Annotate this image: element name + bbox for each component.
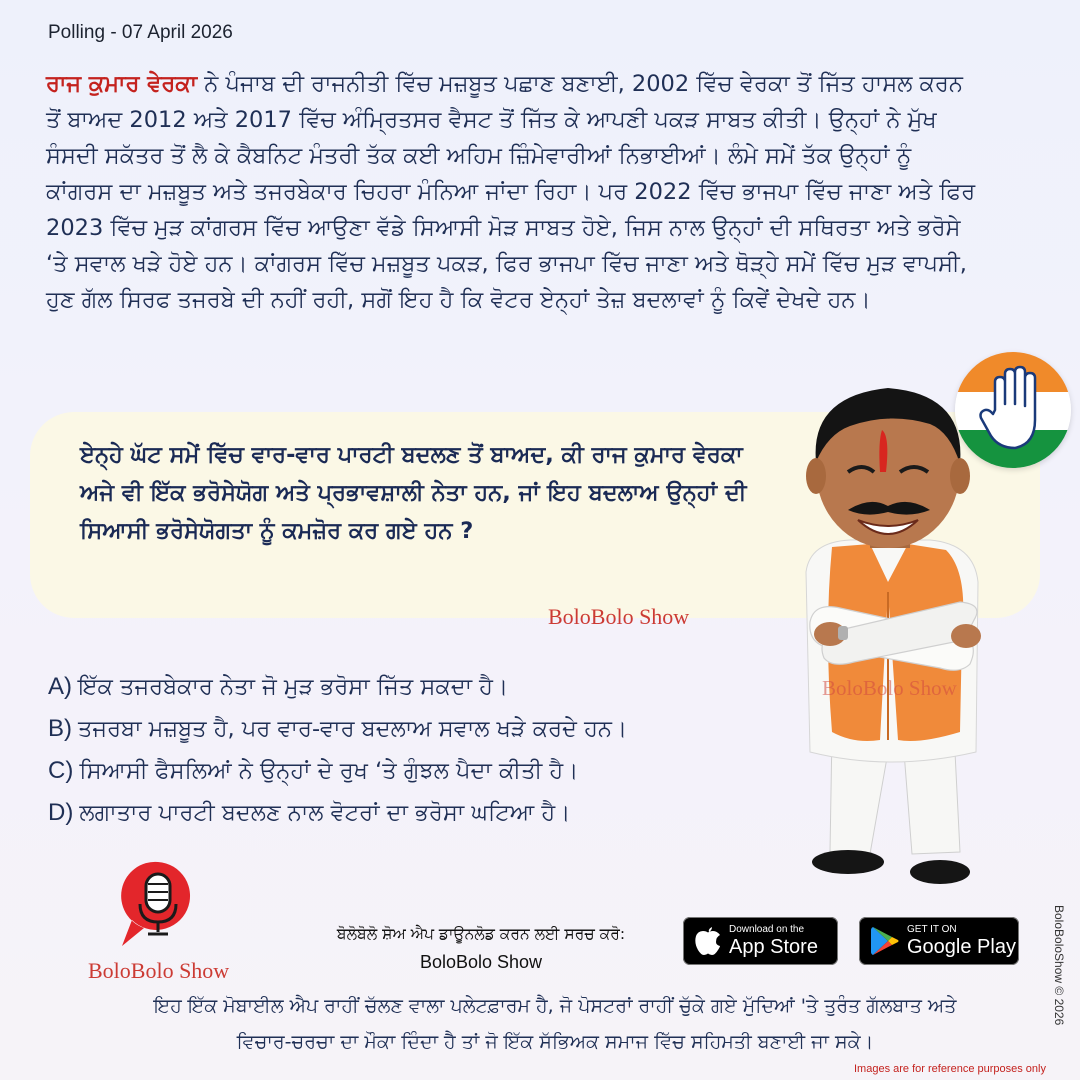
google-play-small: GET IT ON	[907, 924, 957, 935]
poll-option-d[interactable]	[48, 792, 627, 834]
app-store-big: App Store	[729, 936, 818, 958]
microphone-icon	[118, 858, 198, 958]
option-text: ਇੱਕ ਤਜਰਬੇਕਾਰ ਨੇਤਾ ਜੋ ਮੁੜ ਭਰੋਸਾ ਜਿੱਤ ਸਕਦਾ ਹੈ।	[78, 674, 509, 700]
footer-line-2: ਵਿਚਾਰ-ਚਰਚਾ ਦਾ ਮੌਕਾ ਦਿੰਦਾ ਹੈ ਤਾਂ ਜੋ ਇੱਕ ਸੱਭਿਅਕ ਸਮਾਜ ਵਿੱਚ ਸਹਿਮਤੀ ਬਣਾਈ ਜਾ ਸਕੇ।	[236, 1031, 874, 1053]
poll-date: Polling - 07 April 2026	[48, 22, 233, 43]
apple-icon	[695, 926, 721, 956]
option-letter: D)	[48, 799, 74, 826]
option-letter: B)	[48, 715, 72, 742]
brand-logo-text: BoloBolo Show	[88, 958, 230, 983]
intro-paragraph	[46, 66, 981, 318]
download-info	[300, 920, 662, 976]
image-disclaimer: Images are for reference purposes only	[854, 1063, 1046, 1075]
download-prompt: ਬੋਲੋਬੋਲੋ ਸ਼ੋਅ ਐਪ ਡਾਊਨਲੋਡ ਕਰਨ ਲਈ ਸਰਚ ਕਰੋ:	[336, 925, 626, 943]
option-letter: C)	[48, 757, 74, 784]
footer-description	[60, 988, 1050, 1060]
poll-option-b[interactable]	[48, 708, 627, 750]
intro-text: ਨੇ ਪੰਜਾਬ ਦੀ ਰਾਜਨੀਤੀ ਵਿੱਚ ਮਜ਼ਬੂਤ ਪਛਾਣ ਬਣਾਈ, 2002 ਵਿੱਚ ਵੇਰਕਾ ਤੋਂ ਜਿੱਤ ਹਾਸਲ ਕਰਨ ਤੋਂ ਬਾਅਦ 2012 ਅਤੇ 2017 ਵਿੱਚ ਅੰਮ੍ਰਿਤਸਰ ਵੈਸਟ ਤੋਂ ਜਿੱਤ ਕੇ ਆਪਣੀ ਪਕੜ ਸਾਬਤ ਕੀਤੀ। ਉਨ੍ਹਾਂ ਨੇ ਮੁੱਖ ਸੰਸਦੀ ਸਕੱਤਰ ਤੋਂ ਲੈ ਕੇ ਕੈਬਨਿਟ ਮੰਤਰੀ ਤੱਕ ਕਈ ਅਹਿਮ ਜ਼ਿੰਮੇਵਾਰੀਆਂ ਨਿਭਾਈਆਂ। ਲੰਮੇ ਸਮੇਂ ਤੱਕ ਉਨ੍ਹਾਂ ਨੂੰ ਕਾਂਗਰਸ ਦਾ ਮਜ਼ਬੂਤ ਅਤੇ ਤਜਰਬੇਕਾਰ ਚਿਹਰਾ ਮੰਨਿਆ ਜਾਂਦਾ ਰਿਹਾ। ਪਰ 2022 ਵਿੱਚ ਭਾਜਪਾ ਵਿੱਚ ਜਾਣਾ ਅਤੇ ਫਿਰ 2023 ਵਿੱਚ ਮੁੜ ਕਾਂਗਰਸ ਵਿੱਚ ਆਉਣਾ ਵੱਡੇ ਸਿਆਸੀ ਮੋੜ ਸਾਬਤ ਹੋਏ, ਜਿਸ ਨਾਲ ਉਨ੍ਹਾਂ ਦੀ ਸਥਿਰਤਾ ਅਤੇ ਭਰੋਸੇ ‘ਤੇ ਸਵਾਲ ਖੜੇ ਹੋਏ ਹਨ। ਕਾਂਗਰਸ ਵਿੱਚ ਮਜ਼ਬੂਤ ਪਕੜ, ਫਿਰ ਭਾਜਪਾ ਵਿੱਚ ਜਾਣਾ ਅਤੇ ਥੋੜ੍ਹੇ ਸਮੇਂ ਵਿੱਚ ਮੁੜ ਵਾਪਸੀ, ਹੁਣ ਗੱਲ ਸਿਰਫ ਤਜਰਬੇ ਦੀ ਨਹੀਂ ਰਹੀ, ਸਗੋਂ ਇਹ ਹੈ ਕਿ ਵੋਟਰ ਏਨ੍ਹਾਂ ਤੇਜ਼ ਬਦਲਾਵਾਂ ਨੂੰ ਕਿਵੇਂ ਦੇਖਦੇ ਹਨ।	[46, 71, 976, 313]
google-play-big: Google Play	[907, 936, 1016, 958]
politician-name: ਰਾਜ ਕੁਮਾਰ ਵੇਰਕਾ	[46, 71, 198, 97]
brand-watermark: BoloBolo Show	[548, 604, 690, 629]
google-play-icon	[871, 926, 899, 956]
footer-line-1: ਇਹ ਇੱਕ ਮੋਬਾਈਲ ਐਪ ਰਾਹੀਂ ਚੱਲਣ ਵਾਲਾ ਪਲੇਟਫ਼ਾਰਮ ਹੈ, ਜੋ ਪੋਸਟਰਾਂ ਰਾਹੀਂ ਚੁੱਕੇ ਗਏ ਮੁੱਦਿਆਂ 'ਤੇ ਤੁਰੰਤ ਗੱਲਬਾਤ ਅਤੇ	[153, 995, 957, 1017]
option-text: ਲਗਾਤਾਰ ਪਾਰਟੀ ਬਦਲਣ ਨਾਲ ਵੋਟਰਾਂ ਦਾ ਭਰੋਸਾ ਘਟਿਆ ਹੈ।	[79, 800, 571, 826]
app-store-button[interactable]	[683, 917, 838, 965]
app-name: BoloBolo Show	[419, 952, 543, 972]
poll-option-c[interactable]	[48, 750, 627, 792]
poll-question: ਏਨ੍ਹੇ ਘੱਟ ਸਮੇਂ ਵਿੱਚ ਵਾਰ-ਵਾਰ ਪਾਰਟੀ ਬਦਲਣ ਤੋਂ ਬਾਅਦ, ਕੀ ਰਾਜ ਕੁਮਾਰ ਵੇਰਕਾ ਅਜੇ ਵੀ ਇੱਕ ਭਰੋਸੇਯੋਗ ਅਤੇ ਪ੍ਰਭਾਵਸ਼ਾਲੀ ਨੇਤਾ ਹਨ, ਜਾਂ ਇਹ ਬਦਲਾਅ ਉਨ੍ਹਾਂ ਦੀ ਸਿਆਸੀ ਭਰੋਸੇਯੋਗਤਾ ਨੂੰ ਕਮਜ਼ੋਰ ਕਰ ਗਏ ਹਨ ?	[80, 442, 747, 544]
brand-watermark-overlay: BoloBolo Show	[822, 676, 957, 700]
poll-options	[48, 666, 627, 834]
option-text: ਤਜਰਬਾ ਮਜ਼ਬੂਤ ਹੈ, ਪਰ ਵਾਰ-ਵਾਰ ਬਦਲਾਅ ਸਵਾਲ ਖੜੇ ਕਰਦੇ ਹਨ।	[78, 716, 628, 742]
copyright-vertical: BoloBoloShow © 2026	[1052, 905, 1066, 1026]
poll-option-a[interactable]	[48, 666, 627, 708]
app-store-small: Download on the	[729, 924, 805, 935]
politician-caricature	[770, 372, 1010, 912]
option-letter: A)	[48, 673, 72, 700]
google-play-button[interactable]	[859, 917, 1019, 965]
option-text: ਸਿਆਸੀ ਫੈਸਲਿਆਂ ਨੇ ਉਨ੍ਹਾਂ ਦੇ ਰੁਖ ‘ਤੇ ਗੁੰਝਲ ਪੈਦਾ ਕੀਤੀ ਹੈ।	[79, 758, 579, 784]
